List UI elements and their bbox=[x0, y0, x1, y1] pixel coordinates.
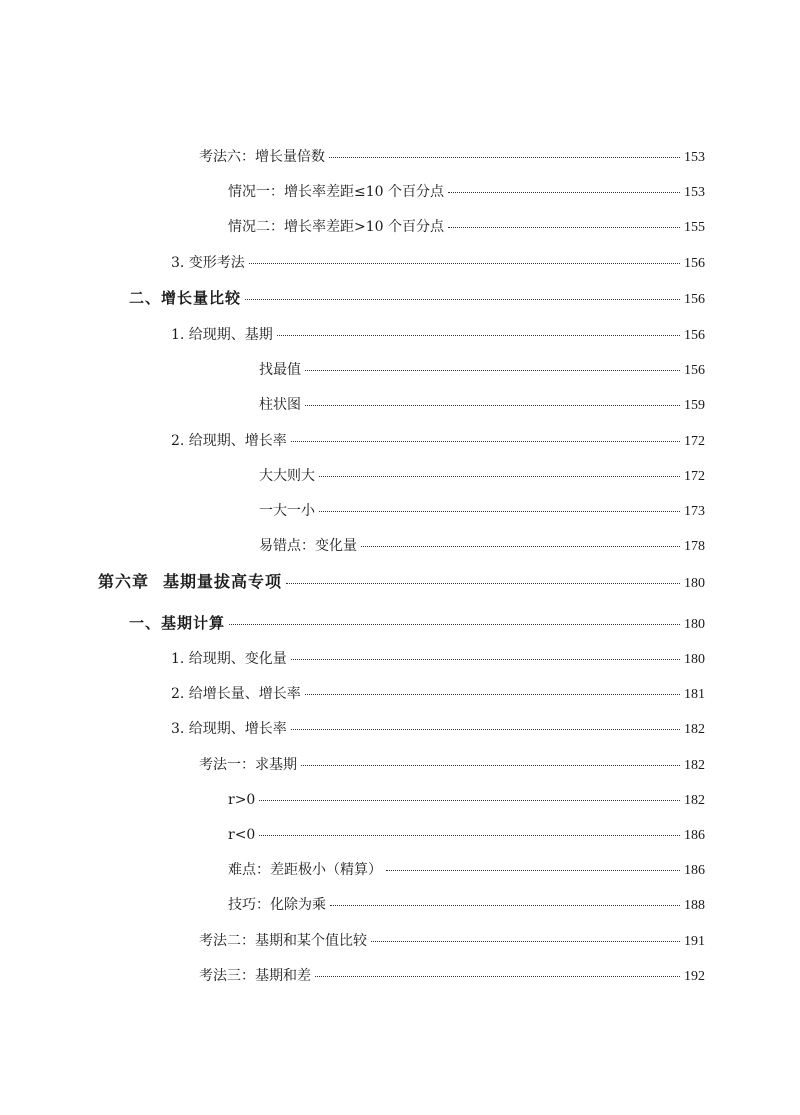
toc-entry-title: 基期量拔高专项 bbox=[163, 572, 283, 591]
dot-leader bbox=[229, 624, 680, 625]
toc-entry-page: 156 bbox=[684, 292, 705, 307]
toc-entry-title: 找最值 bbox=[259, 362, 301, 378]
toc-entry-page: 156 bbox=[684, 363, 705, 378]
toc-entry[interactable] bbox=[228, 791, 705, 810]
toc-entry-title: 2. 给现期、增长率 bbox=[171, 433, 287, 449]
dot-leader bbox=[245, 299, 680, 300]
toc-entry-title: 情况一：增长率差距≤10 个百分点 bbox=[228, 184, 444, 200]
toc-entry-page: 173 bbox=[684, 504, 705, 519]
toc-entry-page: 188 bbox=[684, 898, 705, 913]
toc-entry-page: 186 bbox=[684, 828, 705, 843]
dot-leader bbox=[305, 694, 680, 695]
toc-entry-title: 考法六：增长量倍数 bbox=[199, 149, 325, 165]
toc-entry-title: 2. 给增长量、增长率 bbox=[171, 686, 301, 702]
dot-leader bbox=[315, 976, 680, 977]
dot-leader bbox=[329, 157, 680, 158]
toc-entry-page: 192 bbox=[684, 969, 705, 984]
toc-entry-page: 172 bbox=[684, 469, 705, 484]
toc-entry[interactable] bbox=[171, 685, 705, 704]
chapter-label: 第六章 bbox=[98, 572, 150, 591]
dot-leader bbox=[319, 511, 680, 512]
dot-leader bbox=[386, 870, 680, 871]
dot-leader bbox=[301, 765, 680, 766]
toc-entry-page: 159 bbox=[684, 398, 705, 413]
toc-entry[interactable] bbox=[171, 432, 705, 451]
toc-entry[interactable] bbox=[228, 896, 705, 915]
toc-entry-page: 182 bbox=[684, 758, 705, 773]
toc-entry-title: r>0 bbox=[228, 792, 256, 808]
toc-entry-title: 考法一：求基期 bbox=[199, 757, 297, 773]
toc-entry[interactable] bbox=[199, 148, 705, 167]
toc-entry[interactable] bbox=[228, 183, 705, 202]
toc-entry-page: 153 bbox=[684, 150, 705, 165]
toc-entry[interactable] bbox=[259, 537, 705, 556]
dot-leader bbox=[448, 192, 680, 193]
toc-entry[interactable] bbox=[259, 361, 705, 380]
toc-entry-page: 156 bbox=[684, 256, 705, 271]
toc-entry-title: 一、基期计算 bbox=[129, 614, 226, 632]
dot-leader bbox=[291, 659, 680, 660]
toc-entry-page: 182 bbox=[684, 722, 705, 737]
toc-section-entry[interactable] bbox=[129, 289, 705, 309]
toc-entry-page: 172 bbox=[684, 434, 705, 449]
toc-entry[interactable] bbox=[228, 826, 705, 845]
toc-entry-title: 考法三：基期和差 bbox=[199, 968, 311, 984]
toc-entry-page: 181 bbox=[684, 687, 705, 702]
dot-leader bbox=[371, 941, 680, 942]
toc-entry-page: 178 bbox=[684, 539, 705, 554]
toc-entry-title: 一大一小 bbox=[259, 503, 315, 519]
dot-leader bbox=[249, 263, 680, 264]
dot-leader bbox=[286, 583, 680, 584]
toc-entry[interactable] bbox=[171, 720, 705, 739]
toc-chapter-heading bbox=[98, 573, 284, 591]
dot-leader bbox=[291, 729, 680, 730]
dot-leader bbox=[305, 370, 680, 371]
toc-entry-page: 182 bbox=[684, 793, 705, 808]
dot-leader bbox=[305, 405, 680, 406]
toc-entry[interactable] bbox=[171, 254, 705, 273]
toc-entry[interactable] bbox=[199, 756, 705, 775]
toc-entry[interactable] bbox=[259, 396, 705, 415]
toc-entry-title: 难点：差距极小（精算） bbox=[228, 862, 382, 878]
toc-entry-title: 3. 给现期、增长率 bbox=[171, 721, 287, 737]
toc-entry-title: 大大则大 bbox=[259, 468, 315, 484]
toc-entry-title: 1. 给现期、变化量 bbox=[171, 651, 287, 667]
toc-entry[interactable] bbox=[199, 932, 705, 951]
toc-entry[interactable] bbox=[228, 218, 705, 237]
toc-entry[interactable] bbox=[171, 650, 705, 669]
dot-leader bbox=[259, 835, 680, 836]
toc-entry-page: 191 bbox=[684, 934, 705, 949]
dot-leader bbox=[259, 800, 680, 801]
toc-entry-page: 156 bbox=[684, 328, 705, 343]
toc-section-entry[interactable] bbox=[129, 614, 705, 634]
toc-entry-title: 1. 给现期、基期 bbox=[171, 327, 273, 343]
toc-entry[interactable] bbox=[259, 467, 705, 486]
toc-entry-title: r<0 bbox=[228, 827, 256, 843]
toc-entry-title: 考法二：基期和某个值比较 bbox=[199, 933, 367, 949]
toc-entry-title: 技巧：化除为乘 bbox=[228, 897, 326, 913]
toc-entry-page: 186 bbox=[684, 863, 705, 878]
toc-entry[interactable] bbox=[259, 502, 705, 521]
toc-entry-page: 180 bbox=[684, 652, 705, 667]
toc-entry-title: 3. 变形考法 bbox=[171, 255, 245, 271]
toc-entry-title: 易错点：变化量 bbox=[259, 538, 357, 554]
toc-entry-page: 153 bbox=[684, 185, 705, 200]
dot-leader bbox=[291, 441, 680, 442]
toc-chapter-entry[interactable] bbox=[98, 573, 705, 593]
toc-entry[interactable] bbox=[199, 967, 705, 986]
toc-entry-title: 情况二：增长率差距>10 个百分点 bbox=[228, 219, 444, 235]
toc-entry-page: 155 bbox=[684, 220, 705, 235]
dot-leader bbox=[448, 227, 680, 228]
dot-leader bbox=[277, 335, 680, 336]
dot-leader bbox=[330, 905, 680, 906]
dot-leader bbox=[319, 476, 680, 477]
toc-entry-page: 180 bbox=[684, 576, 705, 591]
toc-entry[interactable] bbox=[228, 861, 705, 880]
toc-entry[interactable] bbox=[171, 326, 705, 345]
toc-entry-title: 二、增长量比较 bbox=[129, 289, 242, 307]
toc-entry-page: 180 bbox=[684, 617, 705, 632]
toc-entry-title: 柱状图 bbox=[259, 397, 301, 413]
dot-leader bbox=[361, 546, 680, 547]
